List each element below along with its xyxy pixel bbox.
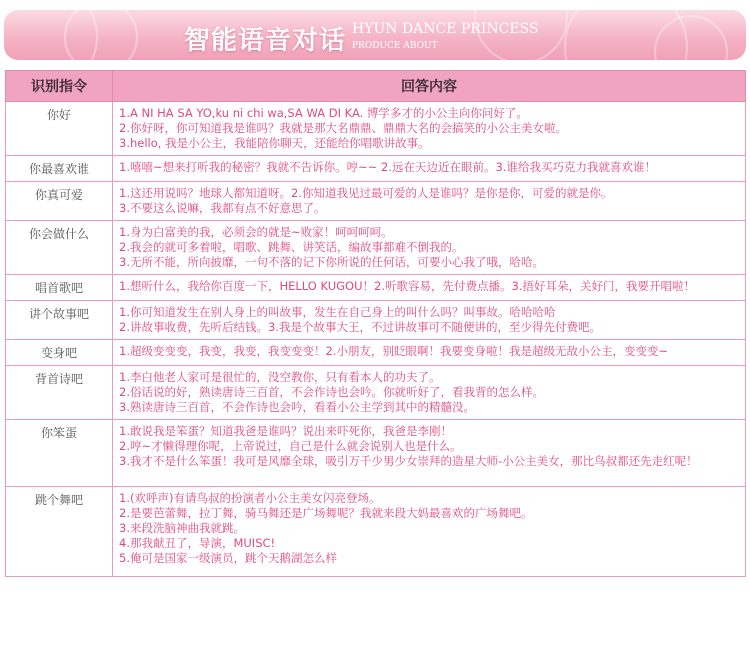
- response-cell: [113, 420, 746, 487]
- response-line: 1.(欢呼声)有请鸟叔的扮演者小公主美女闪亮登场。: [119, 491, 381, 505]
- response-line: 2.哼~才懒得理你呢，上帝说过，自己是什么就会说别人也是什么。: [119, 439, 462, 453]
- response-line: 1.A NI HA SA YO,ku ni chi wa,SA WA DI KA. 博学多才的小公主向你问好了。: [119, 106, 528, 120]
- response-line: 1.超级变变变，我变，我变，我变变变！2.小朋友，别眨眼啊！我要变身啦！我是超级无敌小公主，变变变~: [119, 344, 669, 358]
- response-line: 1.敢说我是笨蛋？知道我爸是谁吗？说出来吓死你，我爸是李刚！: [119, 424, 452, 438]
- table-row: [6, 102, 746, 156]
- response-cell: [113, 221, 746, 275]
- command-cell: 讲个故事吧: [6, 301, 113, 340]
- table-body: [6, 102, 746, 577]
- column-header-response: 回答内容: [113, 71, 746, 102]
- table-row: [6, 221, 746, 275]
- response-line: 2.是要芭蕾舞，拉丁舞，骑马舞还是广场舞呢？我就来段大妈最喜欢的广场舞吧。: [119, 506, 533, 520]
- response-line: 3.我才不是什么笨蛋！我可是风靡全球，吸引万千少男少女崇拜的造星大师-小公主美女，那比鸟叔都还先走红呢！: [119, 454, 698, 468]
- table-row: [6, 275, 746, 301]
- table-row: [6, 340, 746, 366]
- response-line: 2.你好呀，你可知道我是谁吗？我就是那大名鼎鼎、鼎鼎大名的会搞笑的小公主美女啦。: [119, 121, 567, 135]
- table-row: [6, 487, 746, 577]
- response-cell: [113, 182, 746, 221]
- response-line: 3.hello, 我是小公主，我能陪你聊天，还能给你唱歌讲故事。: [119, 136, 430, 150]
- response-line: 1.这还用说吗？地球人都知道呀。2.你知道我见过最可爱的人是谁吗？是你是你，可爱的就是你。: [119, 186, 613, 200]
- command-cell: 你笨蛋: [6, 420, 113, 487]
- command-cell: 背首诗吧: [6, 366, 113, 420]
- command-cell: 你好: [6, 102, 113, 156]
- response-line: 4.那我献丑了，导演，MUISC!: [119, 536, 276, 550]
- banner-subtitle: HYUN DANCE PRINCESS: [352, 21, 539, 37]
- table-row: [6, 156, 746, 182]
- response-line: 2.我会的就可多着啦，唱歌、跳舞、讲笑话，编故事都难不倒我的。: [119, 240, 464, 254]
- command-cell: 变身吧: [6, 340, 113, 366]
- response-line: 3.来段洗脑神曲我就跳。: [119, 521, 245, 535]
- response-line: 2.俗话说的好，熟读唐诗三百首，不会作诗也会吟。你就听好了，看我背的怎么样。: [119, 385, 544, 399]
- response-cell: [113, 275, 746, 301]
- response-cell: [113, 340, 746, 366]
- banner-subtitle-small: PRODUCE ABOUT: [352, 41, 438, 51]
- command-cell: 你最喜欢谁: [6, 156, 113, 182]
- response-cell: [113, 366, 746, 420]
- response-line: 3.无所不能，所向披靡，一句不落的记下你所说的任何话，可要小心我了哦，哈哈。: [119, 255, 544, 269]
- voice-dialog-table: [5, 70, 746, 577]
- table-row: [6, 301, 746, 340]
- response-cell: [113, 301, 746, 340]
- banner-title: 智能语音对话: [184, 26, 347, 56]
- response-line: 1.想听什么，我给你百度一下，HELLO KUGOU！2.听歌容易，先付费点播。3.捂好耳朵，关好门，我要开唱啦！: [119, 279, 695, 293]
- command-cell: 你真可爱: [6, 182, 113, 221]
- table-row: [6, 182, 746, 221]
- column-header-command: 识别指令: [6, 71, 113, 102]
- response-line: 3.不要这么说嘛，我都有点不好意思了。: [119, 201, 326, 215]
- response-line: 1.身为白富美的我，必须会的就是~败家！呵呵呵呵。: [119, 225, 393, 239]
- response-cell: [113, 487, 746, 577]
- response-line: 1.李白他老人家可是很忙的，没空教你，只有看本人的功夫了。: [119, 370, 441, 384]
- response-cell: [113, 156, 746, 182]
- response-line: 1.嘻嘻~想来打听我的秘密？我就不告诉你。哼~~ 2.远在天边近在眼前。3.谁给我买巧克力我就喜欢谁！: [119, 160, 656, 174]
- table-row: [6, 420, 746, 487]
- response-line: 1.你可知道发生在别人身上的叫故事，发生在自己身上的叫什么吗？叫事故。哈哈哈哈: [119, 305, 556, 319]
- table-header-row: [6, 71, 746, 102]
- table-row: [6, 366, 746, 420]
- response-line: 3.熟读唐诗三百首，不会作诗也会吟，看看小公主学到其中的精髓没。: [119, 400, 475, 414]
- command-cell: 跳个舞吧: [6, 487, 113, 577]
- response-line: 5.俺可是国家一级演员，跳个天鹅湖怎么样: [119, 551, 337, 565]
- response-cell: [113, 102, 746, 156]
- title-banner: [4, 10, 746, 60]
- command-cell: 你会做什么: [6, 221, 113, 275]
- command-cell: 唱首歌吧: [6, 275, 113, 301]
- response-line: 2.讲故事收费，先听后结钱。3.我是个故事大王，不过讲故事可不随便讲的，至少得先付费吧。: [119, 320, 601, 334]
